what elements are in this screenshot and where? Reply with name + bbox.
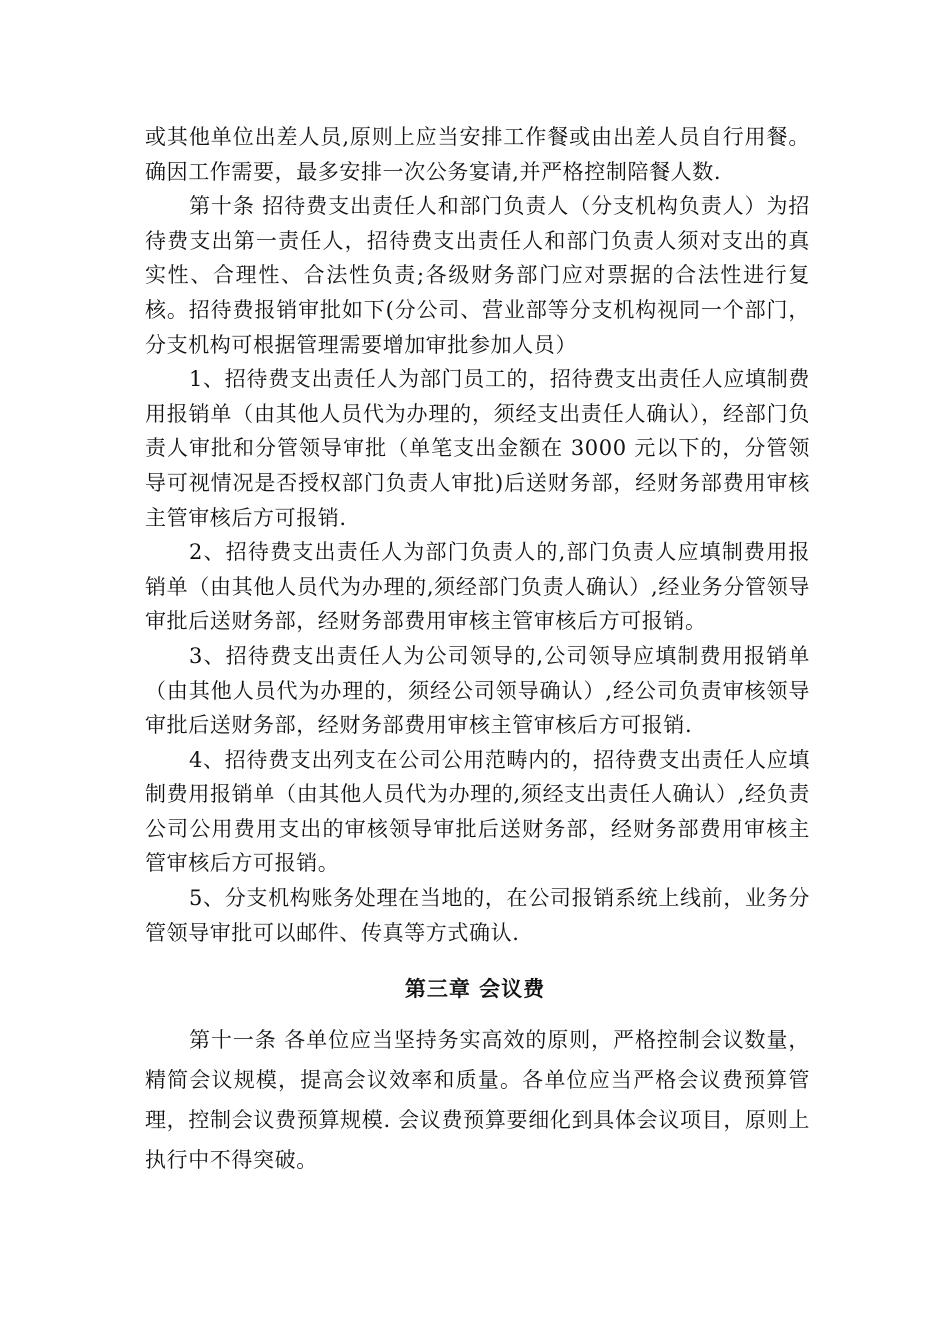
body-text-top (145, 120, 810, 950)
paragraph-item-1: 1、招待费支出责任人为部门员工的，招待费支出责任人应填制费用报销单（由其他人员代为办理的，须经支出责任人确认），经部门负责人审批和分管领导审批（单笔支出金额在 3000 元以下的，分管领导可视情况是否授权部门负责人审批)后送财务部，经财务部费用审核主管审核后方可报销. (145, 367, 810, 530)
paragraph-item-4: 4、招待费支出列支在公司公用范畴内的，招待费支出责任人应填制费用报销单（由其他人员代为办理的,须经支出责任人确认）,经负责公司公用费用支出的审核领导审批后送财务部，经财务部费用审核主管审核后方可报销。 (145, 747, 810, 876)
paragraph-article-11: 第十一条 各单位应当坚持务实高效的原则，严格控制会议数量，精简会议规模，提高会议效率和质量。各单位应当严格会议费预算管理，控制会议费预算规模. 会议费预算要细化到具体会议项目，原则上执行中不得突破。 (145, 1028, 810, 1172)
chapter-heading: 第三章 会议费 (404, 977, 546, 1001)
paragraph-item-2: 2、招待费支出责任人为部门负责人的,部门负责人应填制费用报销单（由其他人员代为办理的,须经部门负责人确认）,经业务分管领导审批后送财务部，经财务部费用审核主管审核后方可报销。 (145, 540, 810, 634)
body-text-bottom (145, 1020, 810, 1180)
paragraph-article-10: 第十条 招待费支出责任人和部门负责人（分支机构负责人）为招待费支出第一责任人，招待费支出责任人和部门负责人须对支出的真实性、合理性、合法性负责;各级财务部门应对票据的合法性进行复核。招待费报销审批如下(分公司、营业部等分支机构视同一个部门，分支机构可根据管理需要增加审批参加人员） (145, 194, 810, 357)
paragraph-item-3: 3、招待费支出责任人为公司领导的,公司领导应填制费用报销单（由其他人员代为办理的，须经公司领导确认）,经公司负责审核领导审批后送财务部，经财务部费用审核主管审核后方可报销. (145, 643, 810, 738)
paragraph-item-5: 5、分支机构账务处理在当地的，在公司报销系统上线前，业务分管领导审批可以邮件、传真等方式确认. (145, 886, 810, 945)
paragraph-continuation: 或其他单位出差人员,原则上应当安排工作餐或由出差人员自行用餐。确因工作需要，最多安排一次公务宴请,并严格控制陪餐人数. (145, 125, 810, 184)
